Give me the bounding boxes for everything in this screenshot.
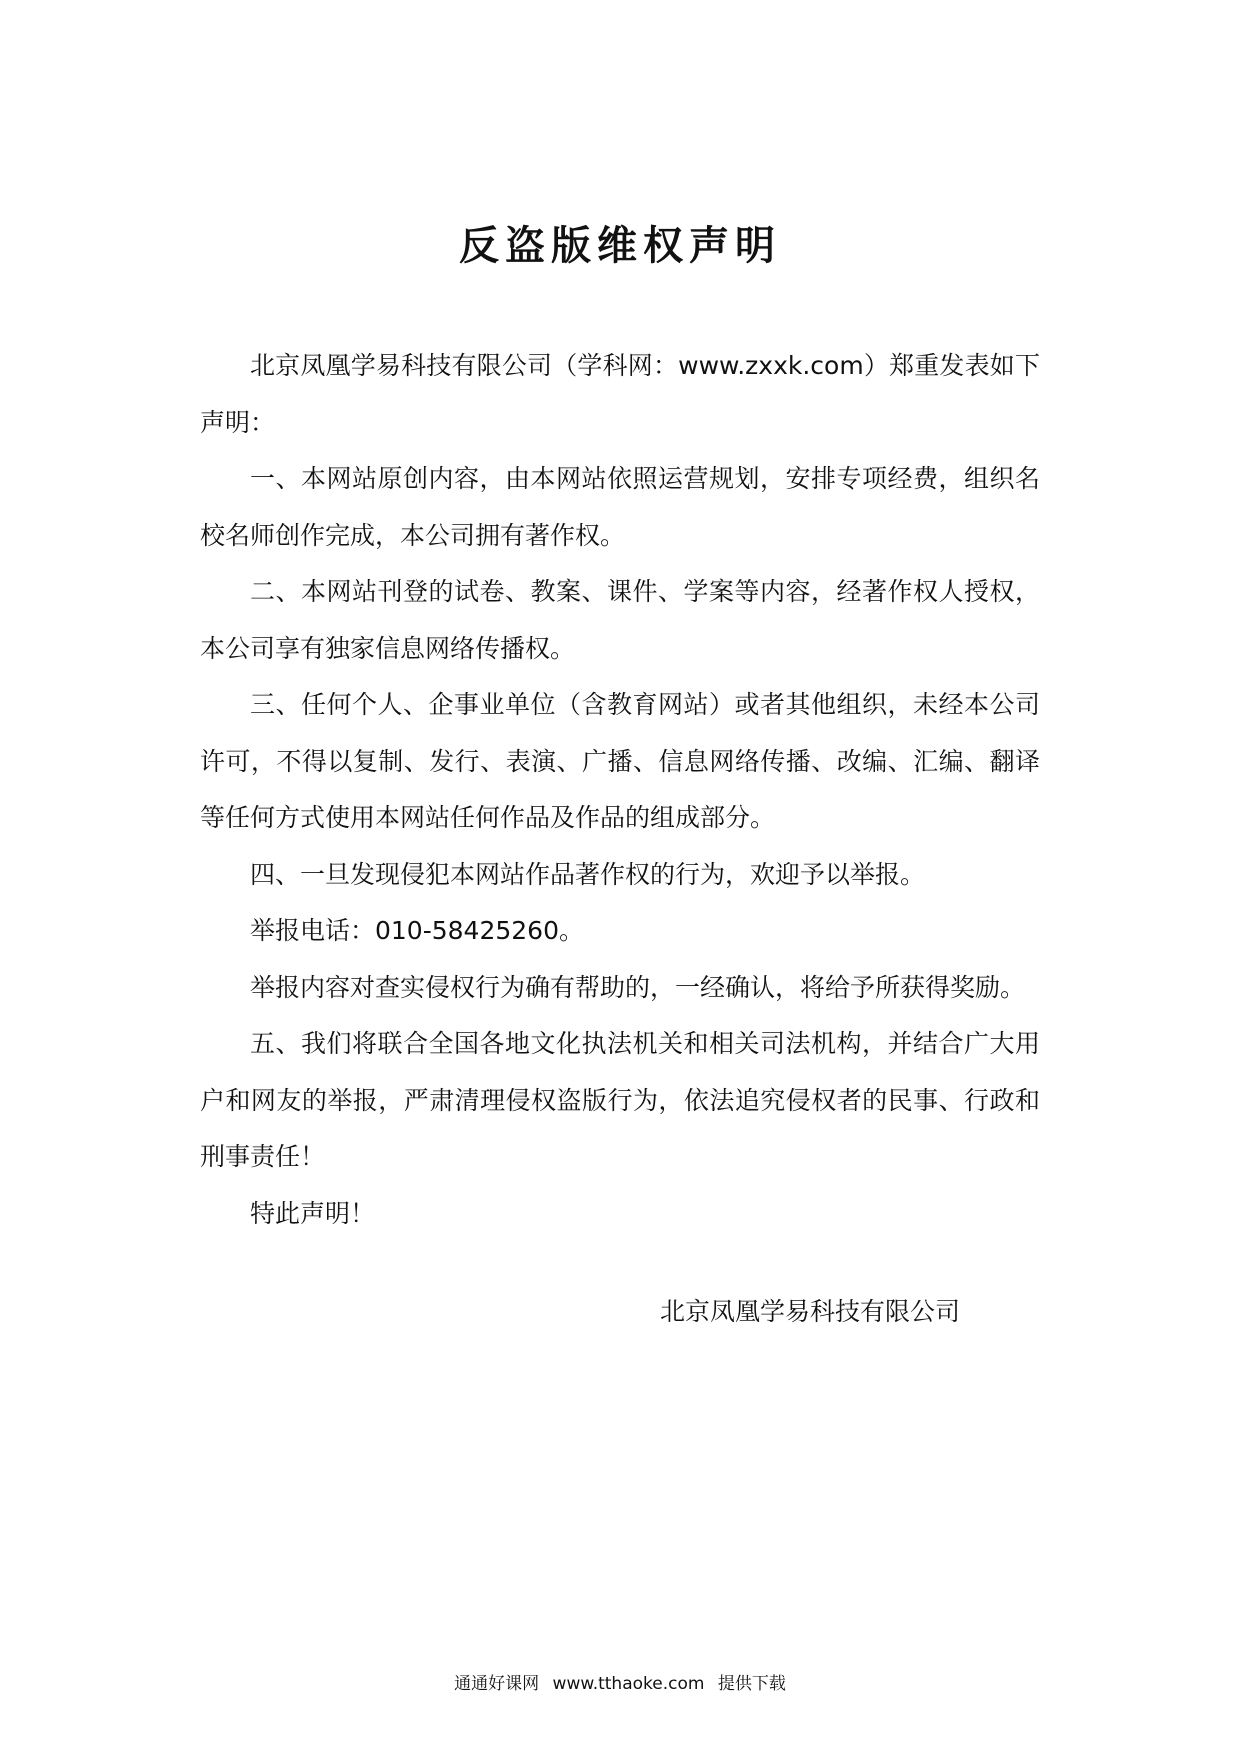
- paragraph-five: 五、我们将联合全国各地文化执法机关和相关司法机构，并结合广大用户和网友的举报，严肃清理侵权盗版行为，依法追究侵权者的民事、行政和刑事责任！: [200, 1029, 1040, 1171]
- footer-suffix: 提供下载: [717, 1674, 786, 1694]
- footer: [0, 1672, 1240, 1696]
- paragraph-three: 三、任何个人、企事业单位（含教育网站）或者其他组织，未经本公司许可，不得以复制、发行、表演、广播、信息网络传播、改编、汇编、翻译等任何方式使用本网站任何作品及作品的组成部分。: [200, 690, 1040, 832]
- paragraph-intro: 北京凤凰学易科技有限公司（学科网：www.zxxk.com）郑重发表如下声明：: [200, 351, 1040, 437]
- company-signature: 北京凤凰学易科技有限公司: [660, 1297, 961, 1326]
- footer-url[interactable]: www.tthaoke.com: [552, 1674, 705, 1694]
- footer-site-name: 通通好课网: [454, 1674, 540, 1694]
- report-reward: 举报内容对查实侵权行为确有帮助的，一经确认，将给予所获得奖励。: [250, 972, 1026, 1002]
- closing-statement: 特此声明！: [250, 1198, 376, 1228]
- paragraph-two: 二、本网站刊登的试卷、教案、课件、学案等内容，经著作权人授权，本公司享有独家信息网络传播权。: [200, 577, 1040, 663]
- statement-body: [200, 338, 1040, 1242]
- paragraph-four: 四、一旦发现侵犯本网站作品著作权的行为，欢迎予以举报。: [250, 859, 926, 889]
- report-phone: 举报电话：010-58425260。: [250, 916, 584, 945]
- page-title: 反盗版维权声明: [459, 223, 781, 269]
- paragraph-one: 一、本网站原创内容，由本网站依照运营规划，安排专项经费，组织名校名师创作完成，本公司拥有著作权。: [200, 464, 1040, 550]
